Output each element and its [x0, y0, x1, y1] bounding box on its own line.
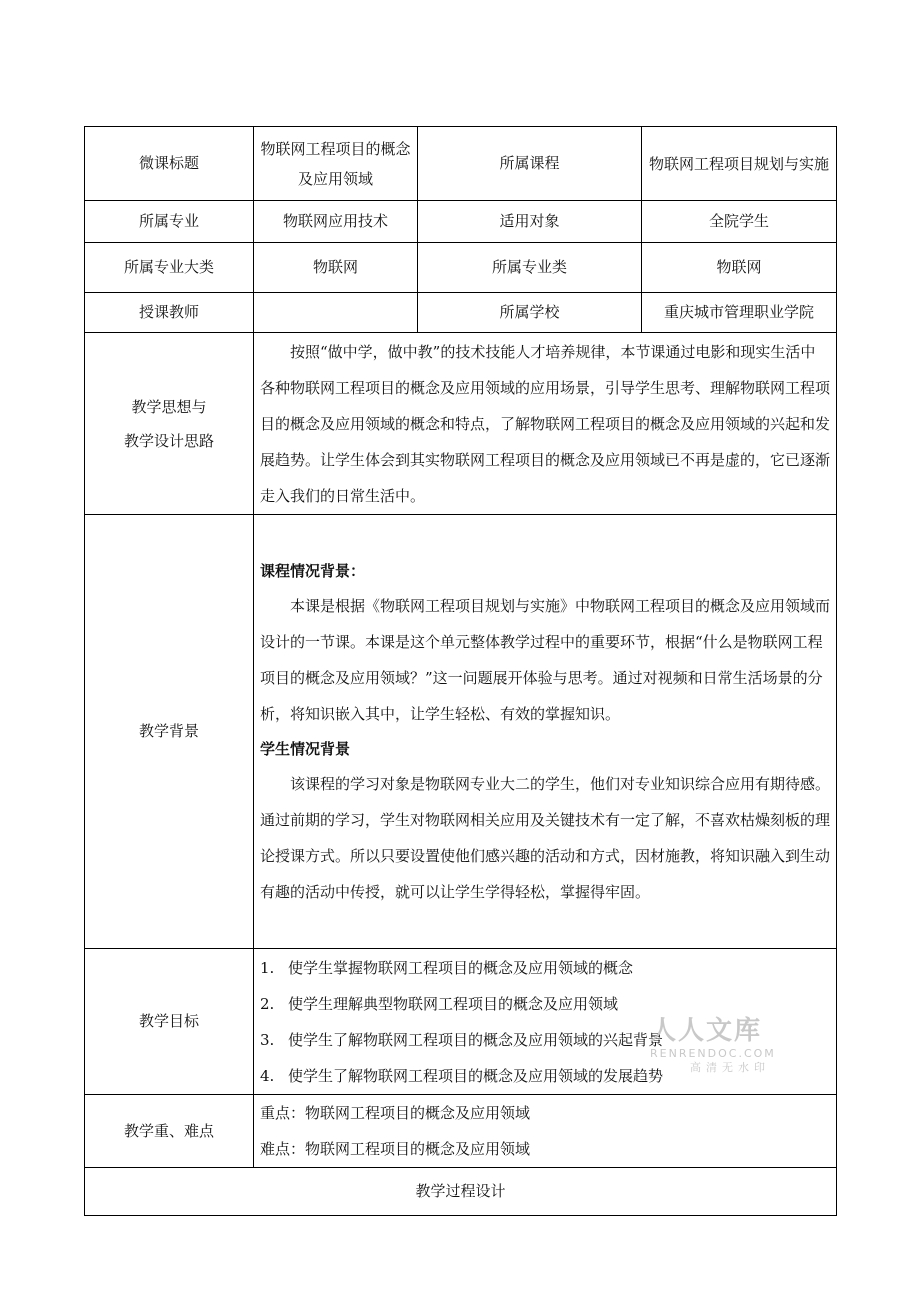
label-school: 所属学校 — [418, 293, 642, 333]
label-thinking-line2: 教学设计思路 — [123, 431, 214, 450]
row-teaching-thinking — [85, 333, 837, 515]
label-major-class: 所属专业类 — [418, 243, 642, 293]
goal-number: 2. — [260, 994, 275, 1013]
goal-number: 4. — [260, 1066, 275, 1085]
value-micro-title: 物联网工程项目的概念及应用领域 — [254, 127, 418, 201]
background-cell — [254, 515, 837, 949]
label-process-design: 教学过程设计 — [85, 1168, 837, 1216]
value-teacher — [254, 293, 418, 333]
watermark-cn: 人人文库 — [650, 1016, 763, 1046]
value-major: 物联网应用技术 — [254, 201, 418, 243]
row-title — [85, 127, 837, 201]
value-audience: 全院学生 — [642, 201, 837, 243]
label-teacher: 授课教师 — [85, 293, 254, 333]
goal-text: 使学生了解物联网工程项目的概念及应用领域的兴起背景 — [288, 1030, 664, 1049]
label-audience: 适用对象 — [418, 201, 642, 243]
thinking-text: 按照“做中学，做中教”的技术技能人才培养规律，本节课通过电影和现实生活中各种物联网工程项目的概念及应用领域的应用场景，引导学生思考、理解物联网工程项目的概念及应用领域的概念和特点，了解物联网工程项目的概念及应用领域的兴起和发展趋势。让学生体会到其实物联网工程项目的概念及应用领域已不再是虚的，它已逐渐走入我们的日常生活中。 — [260, 342, 831, 505]
goal-number: 3. — [260, 1030, 275, 1049]
label-micro-title: 微课标题 — [85, 127, 254, 201]
goal-text: 使学生掌握物联网工程项目的概念及应用领域的概念 — [288, 958, 634, 977]
label-major-category: 所属专业大类 — [85, 243, 254, 293]
student-background-heading: 学生情况背景 — [260, 739, 351, 758]
goal-item — [260, 986, 830, 1022]
value-major-class: 物联网 — [642, 243, 837, 293]
row-process — [85, 1168, 837, 1216]
goal-item — [260, 1022, 830, 1058]
goal-item — [260, 1058, 830, 1094]
label-goals: 教学目标 — [85, 949, 254, 1095]
row-major — [85, 201, 837, 243]
goal-text: 使学生理解典型物联网工程项目的概念及应用领域 — [288, 994, 619, 1013]
label-teaching-thinking — [85, 333, 254, 515]
goals-list — [254, 949, 837, 1095]
watermark-sub: 高清无水印 — [690, 1061, 770, 1074]
row-teacher — [85, 293, 837, 333]
value-course: 物联网工程项目规划与实施 — [642, 127, 837, 201]
watermark-en: RENRENDOC.COM — [650, 1047, 776, 1060]
row-goals — [85, 949, 837, 1095]
row-background — [85, 515, 837, 949]
difficult-point: 难点：物联网工程项目的概念及应用领域 — [260, 1140, 531, 1158]
student-background-text: 该课程的学习对象是物联网专业大二的学生，他们对专业知识综合应用有期待感。通过前期的学习，学生对物联网相关应用及关键技术有一定了解，不喜欢枯燥刻板的理论授课方式。所以只要设置使他们感兴趣的活动和方式，因材施教，将知识融入到生动有趣的活动中传授，就可以让学生学得轻松，掌握得牢固。 — [260, 774, 831, 901]
key-point: 重点：物联网工程项目的概念及应用领域 — [260, 1104, 531, 1122]
course-info-table — [84, 126, 837, 1216]
row-major-category — [85, 243, 837, 293]
value-major-category: 物联网 — [254, 243, 418, 293]
label-course: 所属课程 — [418, 127, 642, 201]
goal-item — [260, 950, 830, 986]
label-keypoints: 教学重、难点 — [85, 1095, 254, 1168]
row-keypoints — [85, 1095, 837, 1168]
thinking-cell — [254, 333, 837, 515]
keypoints-cell — [254, 1095, 837, 1168]
course-background-heading: 课程情况背景： — [260, 561, 366, 580]
value-school: 重庆城市管理职业学院 — [642, 293, 837, 333]
label-major: 所属专业 — [85, 201, 254, 243]
goal-text: 使学生了解物联网工程项目的概念及应用领域的发展趋势 — [288, 1066, 664, 1085]
course-background-text: 本课是根据《物联网工程项目规划与实施》中物联网工程项目的概念及应用领域而设计的一节课。本课是这个单元整体教学过程中的重要环节，根据“什么是物联网工程项目的概念及应用领域？”这一问题展开体验与思考。通过对视频和日常生活场景的分析，将知识嵌入其中，让学生轻松、有效的掌握知识。 — [260, 596, 831, 723]
label-thinking-line1: 教学思想与 — [131, 397, 207, 416]
label-background: 教学背景 — [85, 515, 254, 949]
goal-number: 1. — [260, 958, 275, 977]
